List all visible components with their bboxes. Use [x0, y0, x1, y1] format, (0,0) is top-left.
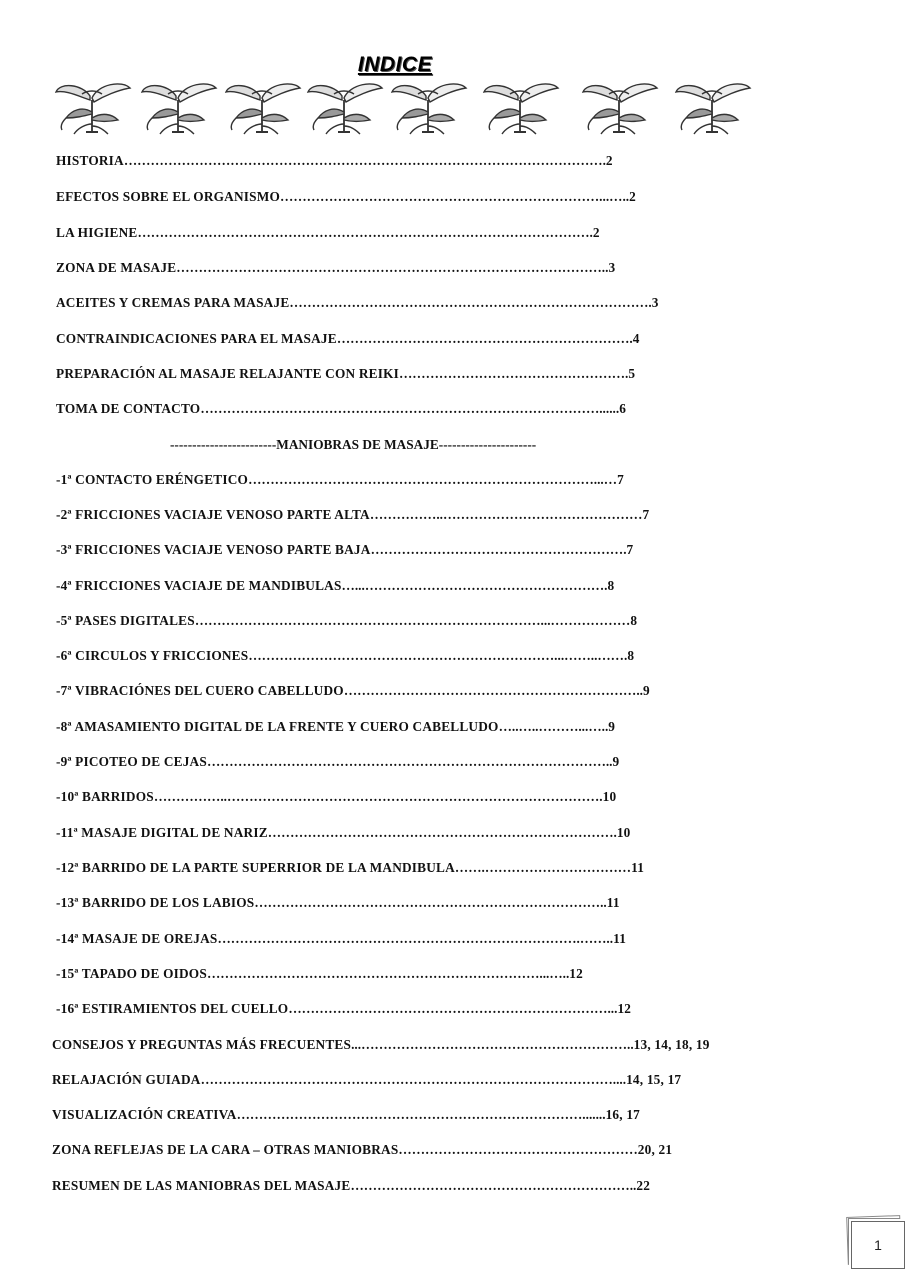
- toc-entry-page: 5: [628, 366, 636, 381]
- flower-border: [52, 78, 762, 140]
- toc-entry-page: 13, 14, 18, 19: [633, 1037, 710, 1052]
- toc-entry-label: -13ª BARRIDO DE LOS LABIOS: [56, 895, 255, 910]
- flower-icon: [579, 78, 659, 138]
- toc-entry-page: 3: [651, 295, 659, 310]
- toc-entry[interactable]: [56, 225, 600, 241]
- flower-icon: [222, 78, 302, 138]
- page-number: 1: [874, 1237, 882, 1253]
- toc-entry-leader: ………………………………………………………….: [336, 331, 633, 346]
- toc-entry[interactable]: [56, 153, 613, 169]
- toc-entry-label: PREPARACIÓN AL MASAJE RELAJANTE CON REIKI: [56, 366, 399, 381]
- toc-entry-label: -16ª ESTIRAMIENTOS DEL CUELLO: [56, 1001, 289, 1016]
- toc-entry-page: 7: [642, 507, 650, 522]
- toc-entry[interactable]: [52, 1107, 640, 1123]
- toc-entry-leader: …………………………………………………………………….......: [236, 1107, 606, 1122]
- toc-entry-leader: …...……………………………………………….: [341, 578, 608, 593]
- toc-entry-leader: ……………………………………………………………………….: [289, 295, 652, 310]
- toc-entry[interactable]: [56, 578, 614, 594]
- toc-entry-label: -14ª MASAJE DE OREJAS: [56, 931, 218, 946]
- toc-entry-page: 2: [629, 189, 636, 204]
- toc-entry[interactable]: [56, 613, 637, 629]
- toc-entry[interactable]: [56, 895, 620, 911]
- toc-entry-page: 4: [632, 331, 640, 346]
- toc-entry-label: TOMA DE CONTACTO: [56, 401, 201, 416]
- toc-entry-leader: ……………..………………………………………: [369, 507, 643, 522]
- toc-entry-label: -12ª BARRIDO DE LA PARTE SUPERRIOR DE LA MANDIBULA: [56, 860, 455, 875]
- toc-entry-page: 8: [627, 648, 635, 663]
- toc-entry-page: 12: [569, 966, 583, 981]
- toc-entry[interactable]: [52, 1142, 672, 1158]
- toc-entry[interactable]: [52, 1178, 650, 1194]
- toc-entry-leader: …………………………………………………………………….: [267, 825, 617, 840]
- toc-entry[interactable]: [56, 931, 626, 947]
- toc-entry-leader: ……………………………………………………………...……..…….: [248, 648, 628, 663]
- page-title: INDICE: [357, 53, 433, 76]
- toc-entry-page: 7: [626, 542, 634, 557]
- toc-entry-label: VISUALIZACIÓN CREATIVA: [52, 1107, 237, 1122]
- toc-entry-page: 20, 21: [637, 1142, 673, 1157]
- toc-entry-leader: …………………………………………………………………...…..: [206, 966, 570, 981]
- toc-entry-leader: ……………………………………………………………………..: [254, 895, 607, 910]
- toc-entry[interactable]: [56, 1001, 631, 1017]
- toc-entry-page: 11: [613, 931, 627, 946]
- page-number-box: [851, 1221, 905, 1269]
- toc-entry-page: 7: [617, 472, 624, 487]
- toc-entry[interactable]: [56, 507, 649, 523]
- toc-entry-label: -8ª AMASAMIENTO DIGITAL DE LA FRENTE Y CUERO CABELLUDO: [56, 719, 499, 734]
- toc-entry-label: -2ª FRICCIONES VACIAJE VENOSO PARTE ALTA: [56, 507, 370, 522]
- toc-entry-page: 8: [630, 613, 638, 628]
- flower-icon: [52, 78, 132, 138]
- toc-entry-page: 14, 15, 17: [626, 1072, 682, 1087]
- toc-entry-page: 9: [643, 683, 650, 698]
- toc-entry-page: 11: [631, 860, 645, 875]
- toc-entry[interactable]: [56, 825, 631, 841]
- toc-entry[interactable]: [52, 1072, 681, 1088]
- toc-entry-page: 10: [616, 825, 631, 840]
- toc-entry-page: 9: [608, 719, 616, 734]
- toc-entry-page: 22: [636, 1178, 651, 1193]
- flower-icon: [480, 78, 560, 138]
- toc-entry-leader: ………………………………………………: [398, 1142, 638, 1157]
- toc-entry-label: RESUMEN DE LAS MANIOBRAS DEL MASAJE: [52, 1178, 351, 1193]
- toc-entry-leader: ……………………………………………………………………...…: [248, 472, 618, 487]
- flower-icon: [388, 78, 468, 138]
- toc-entry-leader: …….……………………………: [454, 860, 632, 875]
- toc-entry-page: 2: [592, 225, 600, 240]
- toc-entry-label: CONSEJOS Y PREGUNTAS MÁS FRECUENTES: [52, 1037, 352, 1052]
- toc-entry-leader: ...……………………………………………………..: [351, 1037, 634, 1052]
- toc-entry-leader: ………………………………………………………………...…..: [280, 189, 630, 204]
- toc-entry-label: -9ª PICOTEO DE CEJAS: [56, 754, 207, 769]
- flower-icon: [138, 78, 218, 138]
- toc-entry-leader: ……………………………………………………………………...………………: [194, 613, 631, 628]
- toc-entry[interactable]: [56, 789, 616, 805]
- toc-entry-label: -4ª FRICCIONES VACIAJE DE MANDIBULAS: [56, 578, 342, 593]
- toc-entry-leader: ……………..………………………………………………………………………….: [153, 789, 603, 804]
- toc-entry[interactable]: [56, 719, 615, 735]
- toc-entry-leader: …………………………………………….: [399, 366, 629, 381]
- toc-entry-leader: ……………………………………………………………………………………..: [176, 260, 609, 275]
- toc-entry-page: 9: [612, 754, 620, 769]
- toc-entry[interactable]: [52, 1037, 710, 1053]
- toc-entry-label: -15ª TAPADO DE OIDOS: [56, 966, 207, 981]
- toc-entry-label: -10ª BARRIDOS: [56, 789, 154, 804]
- toc-entry[interactable]: [56, 683, 650, 699]
- toc-entry-page: 11: [606, 895, 620, 910]
- toc-entry-page: 8: [607, 578, 615, 593]
- toc-entry-label: LA HIGIENE: [56, 225, 138, 240]
- toc-entry-label: -11ª MASAJE DIGITAL DE NARIZ: [56, 825, 268, 840]
- toc-entry-leader: ………………………………………………………..: [350, 1178, 637, 1193]
- toc-entry-label: CONTRAINDICACIONES PARA EL MASAJE: [56, 331, 337, 346]
- toc-entry-page: 3: [608, 260, 616, 275]
- toc-entry-label: ZONA DE MASAJE: [56, 260, 177, 275]
- toc-entry[interactable]: [56, 366, 635, 382]
- toc-entry-leader: ……………………………………………………………………………………………….: [123, 153, 606, 168]
- toc-entry[interactable]: [56, 260, 615, 276]
- toc-entry-label: ZONA REFLEJAS DE LA CARA – OTRAS MANIOBRAS: [52, 1142, 399, 1157]
- toc-entry[interactable]: [56, 648, 634, 664]
- toc-entry-leader: ………………………………………………………………………………......: [200, 401, 620, 416]
- toc-entry-page: 2: [605, 153, 613, 168]
- flower-icon: [304, 78, 384, 138]
- toc-entry-leader: …………………………………………………………………………………....: [200, 1072, 627, 1087]
- toc-entry-leader: ………………………………………………………………...: [288, 1001, 618, 1016]
- toc-entry-label: -7ª VIBRACIÓNES DEL CUERO CABELLUDO: [56, 683, 344, 698]
- toc-entry-label: EFECTOS SOBRE EL ORGANISMO: [56, 189, 281, 204]
- toc-entry-label: HISTORIA: [56, 153, 124, 168]
- toc-entry[interactable]: [56, 860, 644, 876]
- toc-entry-label: ACEITES Y CREMAS PARA MASAJE: [56, 295, 290, 310]
- toc-entry-leader: …………………………………………………………..: [343, 683, 643, 698]
- toc-entry-label: RELAJACIÓN GUIADA: [52, 1072, 201, 1087]
- toc-entry-leader: ………………………………………………….: [370, 542, 627, 557]
- toc-entry[interactable]: [56, 542, 633, 558]
- toc-entry-page: 12: [617, 1001, 632, 1016]
- toc-entry-label: -5ª PASES DIGITALES: [56, 613, 195, 628]
- toc-entry-leader: ………………………………………………………………………………………….: [137, 225, 593, 240]
- toc-entry[interactable]: [56, 331, 640, 347]
- toc-entry[interactable]: [56, 966, 583, 982]
- toc-entry-label: -1ª CONTACTO ERÉNGETICO: [56, 472, 249, 487]
- toc-entry[interactable]: [56, 472, 624, 488]
- toc-entry-leader: ……………………………………………………………………….……..: [217, 931, 614, 946]
- toc-entry[interactable]: [56, 401, 626, 417]
- toc-entry-label: -3ª FRICCIONES VACIAJE VENOSO PARTE BAJA: [56, 542, 371, 557]
- toc-entry[interactable]: [56, 754, 619, 770]
- toc-entry-label: -6ª CIRCULOS Y FRICCIONES: [56, 648, 249, 663]
- toc-entry[interactable]: [56, 189, 636, 205]
- toc-entry-leader: ………………………………………………………………………………..: [206, 754, 613, 769]
- section-divider: ------------------------MANIOBRAS DE MASAJE----------------------: [170, 437, 537, 452]
- toc-entry[interactable]: [56, 295, 659, 311]
- toc-entry-page: 16, 17: [605, 1107, 641, 1122]
- toc-entry-leader: …..…..………...…..: [498, 719, 609, 734]
- toc-entry-page: 10: [602, 789, 617, 804]
- toc-entry-page: 6: [619, 401, 627, 416]
- flower-icon: [672, 78, 752, 138]
